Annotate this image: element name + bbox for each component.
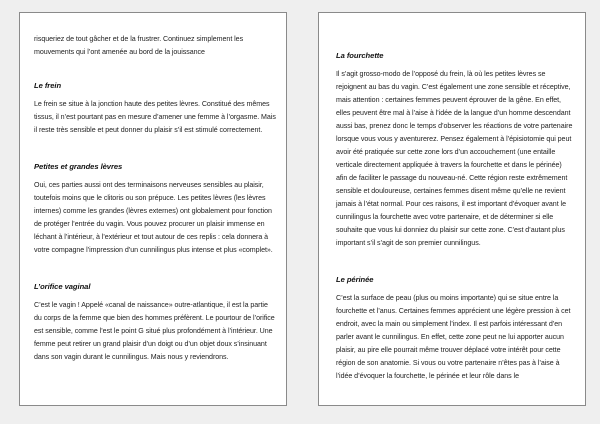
section-text-frein: Le frein se situe à la jonction haute des petites lèvres. Constitué des mêmes tissus, il n’est pourtant pas en mesure d’amener une femme à l’orgasme. Mais il reste très sensible et peut donner du plaisir s’il est stimulé correctement. (34, 100, 276, 134)
section-heading-fourchette: La fourchette (336, 51, 384, 60)
left-page-content (34, 33, 276, 387)
left-page (19, 12, 287, 406)
section-heading-orifice: L’orifice vaginal (34, 282, 91, 291)
right-page (318, 12, 586, 406)
section-heading-levres: Petites et grandes lèvres (34, 162, 123, 171)
section-text-perinee: C’est la surface de peau (plus ou moins importante) qui se situe entre la fourchette et l’anus. Certaines femmes apprécient une légère pression à cet endroit, avec la main ou simplement l’index. Il est parfois intéressant d’en parler avant le cunnilingus. En effet, cette zone peut ne lui apporter aucun plaisir, au pire elle pourrait même trouver déplacé votre intérêt pour cette région de son anatomie. Si vous ou votre partenaire n’êtes pas à l’aise à l’idée d’évoquer la fourchette, le périnée et leur rôle dans le (336, 294, 571, 380)
section-text-orifice: C’est le vagin ! Appelé «canal de naissance» outre-atlantique, il est la partie du corps de la femme que bien des hommes préfèrent. Le pourtour de l’orifice est sensible, comme l’est le point G situé plus profondément à l’intérieur. Une femme peut retirer un grand plaisir d’un doigt ou d’un objet doux s’insinuant dans son vagin durant le cunnilingus. Mais nous y reviendrons. (34, 301, 275, 361)
section-heading-frein: Le frein (34, 81, 62, 90)
section-heading-perinee: Le périnée (336, 275, 374, 284)
right-page-content (336, 49, 573, 406)
section-text-levres: Oui, ces parties aussi ont des terminaisons nerveuses sensibles au plaisir, toutefois moins que le clitoris ou son prépuce. Les petites lèvres (les lèvres internes) comme les grandes (lèvres externes) ont globalement pour fonction de protéger l’entrée du vagin. Vous pouvez procurer un plaisir immense en léchant à l’intérieur, à l’extérieur et tout autour de ces replis : cela donnera à votre compagne l’impression d’un cunnilingus plus intense et plus «complet». (34, 181, 273, 254)
section-text-fourchette: Il s’agit grosso-modo de l’opposé du frein, là où les petites lèvres se rejoignent au bas du vagin. C’est également une zone sensible et réceptive, mais attention : certaines femmes peuvent éprouver de la gêne. En effet, elles peuvent être mal à l’aise à l’idée de la langue d’un homme descendant aussi bas, prenez donc le temps d’observer les réactions de votre partenaire lorsque vous vous y aventurerez. Pensez également à l’épisiotomie qui peut avoir été pratiquée sur cette zone lors d’un accouchement (une entaille verticale directement appliquée à travers la fourchette et dans le périnée) afin de faciliter le passage du nouveau-né. Cette région reste extrêmement sensible et douloureuse, certaines femmes disent même qu’elle ne revient jamais à l’état normal. Pour ces raisons, il est important d’évoquer avant le cunnilingus la fourchette avec votre partenaire, et de déterminer si elle souhaite que vous lui donniez du plaisir sur cette zone. C’est d’autant plus important s’il s’agit de son premier cunnilingus. (336, 70, 573, 247)
intro-paragraph: risqueriez de tout gâcher et de la frustrer. Continuez simplement les mouvements qui l’ont amenée au bord de la jouissance (34, 35, 244, 56)
